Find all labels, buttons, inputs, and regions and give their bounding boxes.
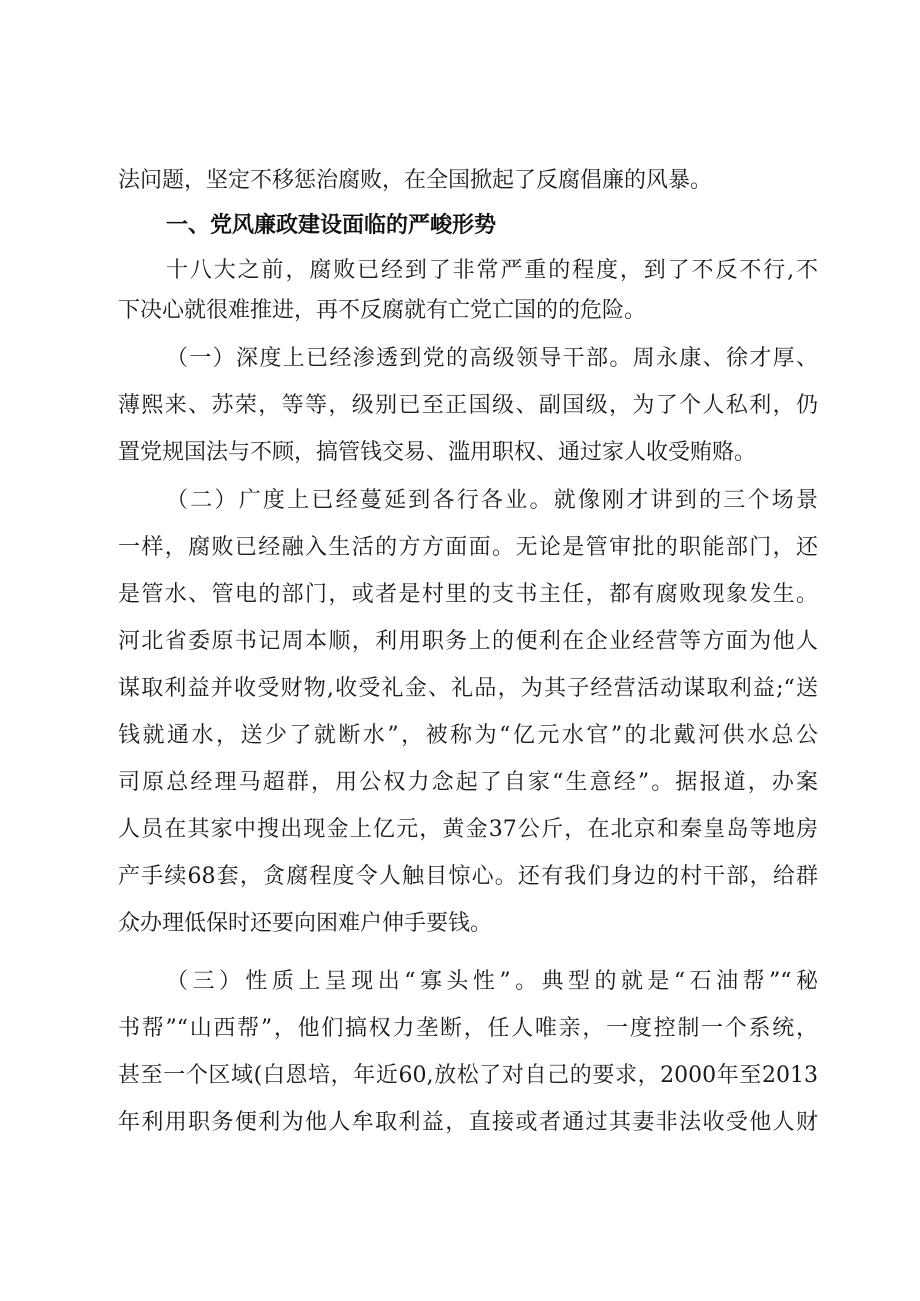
text-line: 谋取利益并收受财物,收受礼金、礼品，为其子经营活动谋取利益;“送	[118, 676, 818, 701]
text-line: （二）广度上已经蔓延到各行各业。就像刚才讲到的三个场景	[166, 488, 818, 513]
text-line: 产手续68套，贪腐程度令人触目惊心。还有我们身边的村干部，给群	[118, 864, 818, 889]
section-heading: 一、党风廉政建设面临的严峻形势	[166, 213, 497, 238]
text-line: 司原总经理马超群，用公权力念起了自家“生意经”。据报道，办案	[118, 770, 818, 795]
text-line: （三）性质上呈现出“寡头性”。典型的就是“石油帮”“秘	[166, 969, 818, 994]
text-line: 十八大之前，腐败已经到了非常严重的程度，到了不反不行,不	[166, 258, 818, 283]
text-line: 年利用职务便利为他人牟取利益，直接或者通过其妻非法收受他人财	[118, 1110, 818, 1135]
text-line: 众办理低保时还要向困难户伸手要钱。	[118, 911, 493, 936]
text-line: （一）深度上已经渗透到党的高级领导干部。周永康、徐才厚、	[166, 346, 818, 371]
text-line: 是管水、管电的部门，或者是村里的支书主任，都有腐败现象发生。	[118, 582, 818, 607]
text-line: 一样，腐败已经融入生活的方方面面。无论是管审批的职能部门，还	[118, 535, 818, 560]
text-line: 人员在其家中搜出现金上亿元，黄金37公斤，在北京和秦皇岛等地房	[118, 817, 818, 842]
text-line: 下决心就很难推进，再不反腐就有亡党亡国的的危险。	[118, 298, 647, 323]
text-line: 甚至一个区域(白恩培，年近60,放松了对自己的要求，2000年至2013	[118, 1063, 818, 1088]
text-line: 钱就通水，送少了就断水”，被称为“亿元水官”的北戴河供水总公	[118, 723, 818, 748]
text-line: 薄熙来、苏荣，等等，级别已至正国级、副国级，为了个人私利，仍	[118, 393, 818, 418]
text-line: 河北省委原书记周本顺，利用职务上的便利在企业经营等方面为他人	[118, 629, 818, 654]
text-line: 书帮”“山西帮”，他们搞权力垄断，任人唯亲，一度控制一个系统，	[118, 1016, 818, 1041]
text-line: 置党规国法与不顾，搞管钱交易、滥用职权、通过家人收受贿赂。	[118, 440, 757, 465]
text-line: 法问题，坚定不移惩治腐败，在全国掀起了反腐倡廉的风暴。	[118, 168, 713, 193]
